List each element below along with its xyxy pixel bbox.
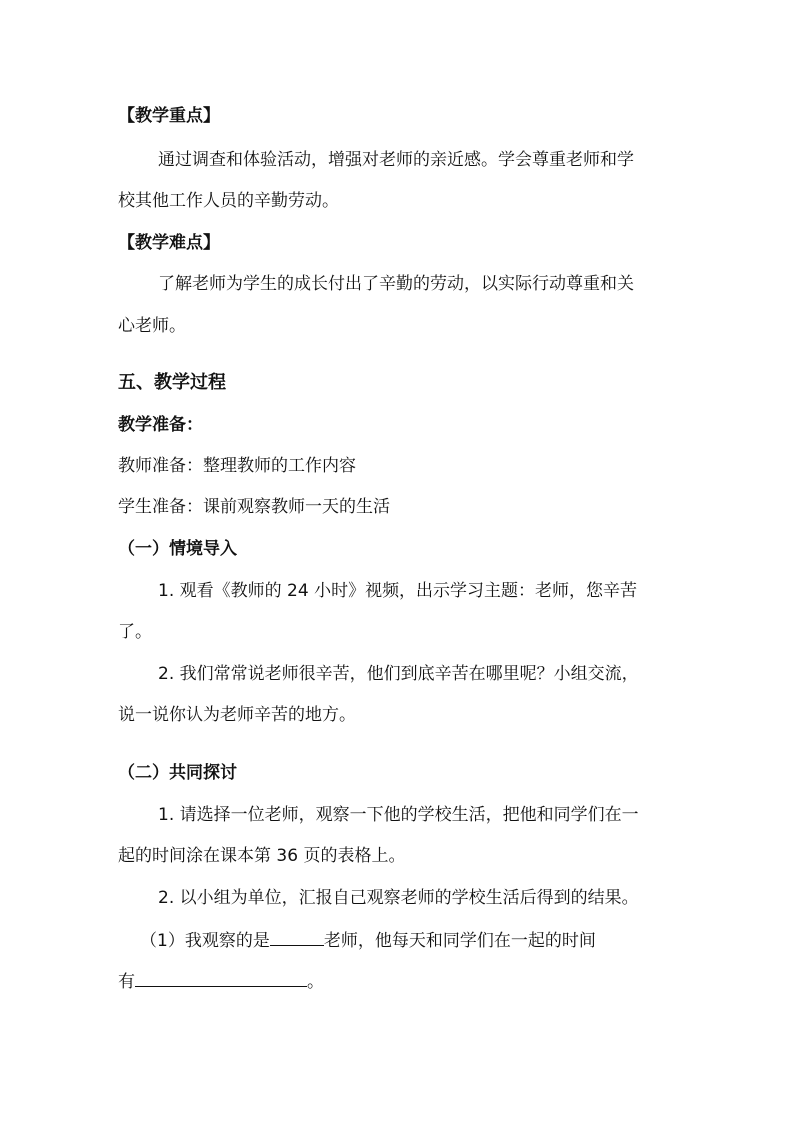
part1-heading: （一）情境导入 [118,539,237,559]
part2-sub1-text-a: （1）我观察的是 [140,931,270,951]
part2-item1-line1: 1. 请选择一位老师，观察一下他的学校生活，把他和同学们在一 [158,805,639,825]
part2-sub1-text-d: 。 [307,972,324,992]
teaching-difficulty-text-line2: 心老师。 [118,316,186,336]
teaching-process-heading: 五、教学过程 [118,372,226,393]
teaching-prep-heading: 教学准备： [118,415,203,435]
part2-sub1-text-c: 有 [118,972,135,992]
teacher-prep-text: 教师准备：整理教师的工作内容 [118,456,356,476]
teaching-difficulty-text-line1: 了解老师为学生的成长付出了辛勤的劳动，以实际行动尊重和关 [158,274,634,294]
teaching-focus-text-line1: 通过调查和体验活动，增强对老师的亲近感。学会尊重老师和学 [158,150,634,170]
time-together-blank [135,970,307,987]
part1-item1-line1: 1. 观看《教师的 24 小时》视频，出示学习主题：老师，您辛苦 [158,581,638,601]
part2-sub1-line1 [140,929,596,952]
part2-sub1-line2 [118,970,324,993]
part2-sub1-text-b: 老师，他每天和同学们在一起的时间 [323,931,596,951]
teaching-focus-text-line2: 校其他工作人员的辛勤劳动。 [118,191,339,211]
part2-heading: （二）共同探讨 [118,763,237,783]
teaching-difficulty-heading: 【教学难点】 [118,233,220,253]
teacher-name-blank [270,929,324,946]
part1-item1-line2: 了。 [118,622,152,642]
part1-item2-line2: 说一说你认为老师辛苦的地方。 [118,705,356,725]
part2-item1-line2: 起的时间涂在课本第 36 页的表格上。 [118,846,406,866]
part2-item2: 2. 以小组为单位，汇报自己观察老师的学校生活后得到的结果。 [158,888,639,908]
teaching-focus-heading: 【教学重点】 [118,106,220,126]
student-prep-text: 学生准备：课前观察教师一天的生活 [118,497,390,517]
part1-item2-line1: 2. 我们常常说老师很辛苦，他们到底辛苦在哪里呢？小组交流， [158,664,639,684]
